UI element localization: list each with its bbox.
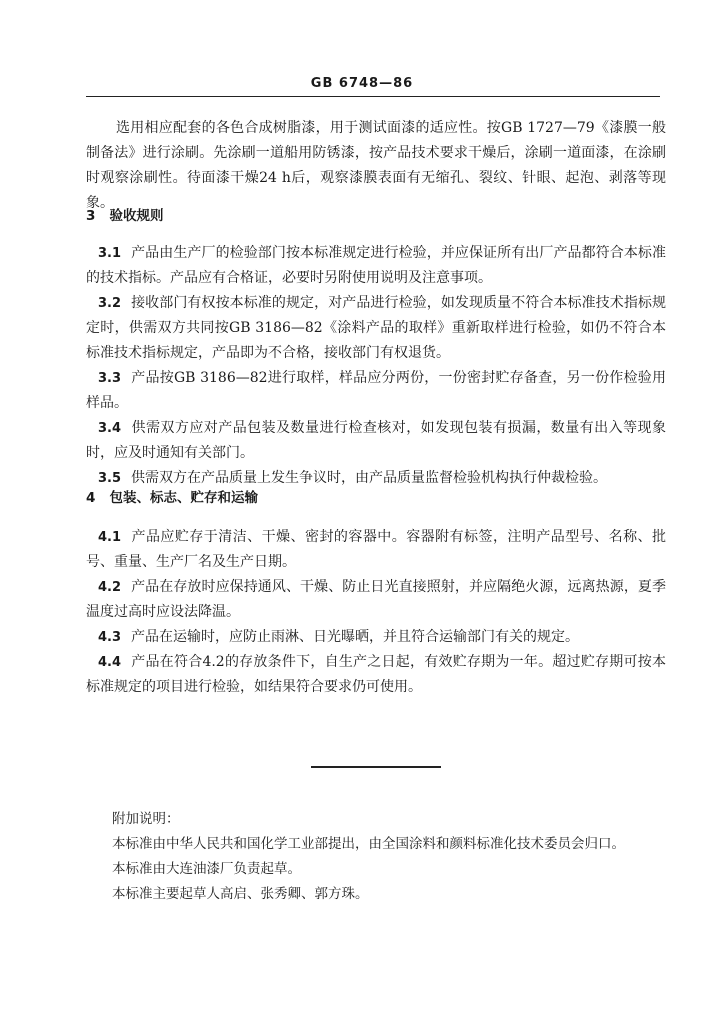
end-of-standard-rule	[311, 766, 441, 768]
section-3	[86, 204, 666, 491]
clause-number: 4.4	[98, 655, 122, 670]
clause-text: 供需双方应对产品包装及数量进行检查核对，如发现包装有损漏，数量有出入等现象时，应及时通知有关部门。	[86, 420, 666, 461]
section-4-heading	[86, 486, 666, 511]
clause-4-1	[86, 525, 666, 575]
notes-line: 本标准由中华人民共和国化学工业部提出，由全国涂料和颜料标准化技术委员会归口。	[112, 836, 625, 852]
clause-text: 接收部门有权按本标准的规定，对产品进行检验，如发现质量不符合本标准技术指标规定时，供需双方共同按GB 3186—82《涂料产品的取样》重新取样进行检验，如仍不符合本标准技术指标规定，产品即为不合格，接收部门有权退货。	[86, 295, 666, 361]
clause-number: 4.2	[98, 580, 122, 595]
clause-3-4	[86, 416, 666, 466]
clause-number: 4.3	[98, 630, 122, 645]
section-3-heading	[86, 204, 666, 229]
section-3-number: 3	[86, 208, 96, 224]
clause-text: 产品应贮存于清洁、干燥、密封的容器中。容器附有标签，注明产品型号、名称、批号、重量、生产厂名及生产日期。	[86, 529, 666, 570]
clause-number: 4.1	[98, 530, 122, 545]
clause-number: 3.2	[98, 296, 122, 311]
notes-title: 附加说明：	[112, 811, 180, 827]
section-4-number: 4	[86, 490, 96, 506]
clause-number: 3.4	[98, 421, 122, 436]
notes-line: 本标准由大连油漆厂负责起草。	[112, 861, 301, 877]
clause-3-3	[86, 366, 666, 416]
clause-4-2	[86, 575, 666, 625]
section-4-title: 包装、标志、贮存和运输	[109, 490, 259, 506]
clause-text: 产品由生产厂的检验部门按本标准规定进行检验，并应保证所有出厂产品都符合本标准的技术指标。产品应有合格证，必要时另附使用说明及注意事项。	[86, 245, 666, 286]
notes-line: 本标准主要起草人高启、张秀卿、郭方珠。	[112, 886, 369, 902]
clause-text: 产品在存放时应保持通风、干燥、防止日光直接照射，并应隔绝火源，远离热源，夏季温度过高时应设法降温。	[86, 579, 666, 620]
clause-number: 3.5	[98, 471, 122, 486]
intro-block	[86, 116, 666, 216]
clause-3-2	[86, 291, 666, 366]
header-rule	[86, 96, 660, 97]
clause-text: 产品按GB 3186—82进行取样，样品应分两份，一份密封贮存备查，另一份作检验用样品。	[86, 370, 666, 411]
clause-4-4	[86, 650, 666, 700]
clause-text: 产品在运输时，应防止雨淋、日光曝晒，并且符合运输部门有关的规定。	[131, 629, 580, 645]
clause-4-3	[86, 625, 666, 650]
clause-text: 供需双方在产品质量上发生争议时，由产品质量监督检验机构执行仲裁检验。	[131, 470, 608, 486]
clause-3-1	[86, 241, 666, 291]
clause-number: 3.1	[98, 246, 122, 261]
clause-text: 产品在符合4.2的存放条件下，自生产之日起，有效贮存期为一年。超过贮存期可按本标准规定的项目进行检验，如结果符合要求仍可使用。	[86, 654, 666, 695]
clause-number: 3.3	[98, 371, 122, 386]
section-4	[86, 486, 666, 700]
standard-number-header: GB 6748—86	[310, 76, 414, 91]
intro-paragraph: 选用相应配套的各色合成树脂漆，用于测试面漆的适应性。按GB 1727—79《漆膜一般制备法》进行涂刷。先涂刷一道船用防锈漆，按产品技术要求干燥后，涂刷一道面漆，在涂刷时观察涂刷性。待面漆干燥24 h后，观察漆膜表面有无缩孔、裂纹、针眼、起泡、剥落等现象。	[86, 120, 666, 211]
section-3-title: 验收规则	[109, 208, 164, 224]
additional-notes	[112, 807, 672, 907]
